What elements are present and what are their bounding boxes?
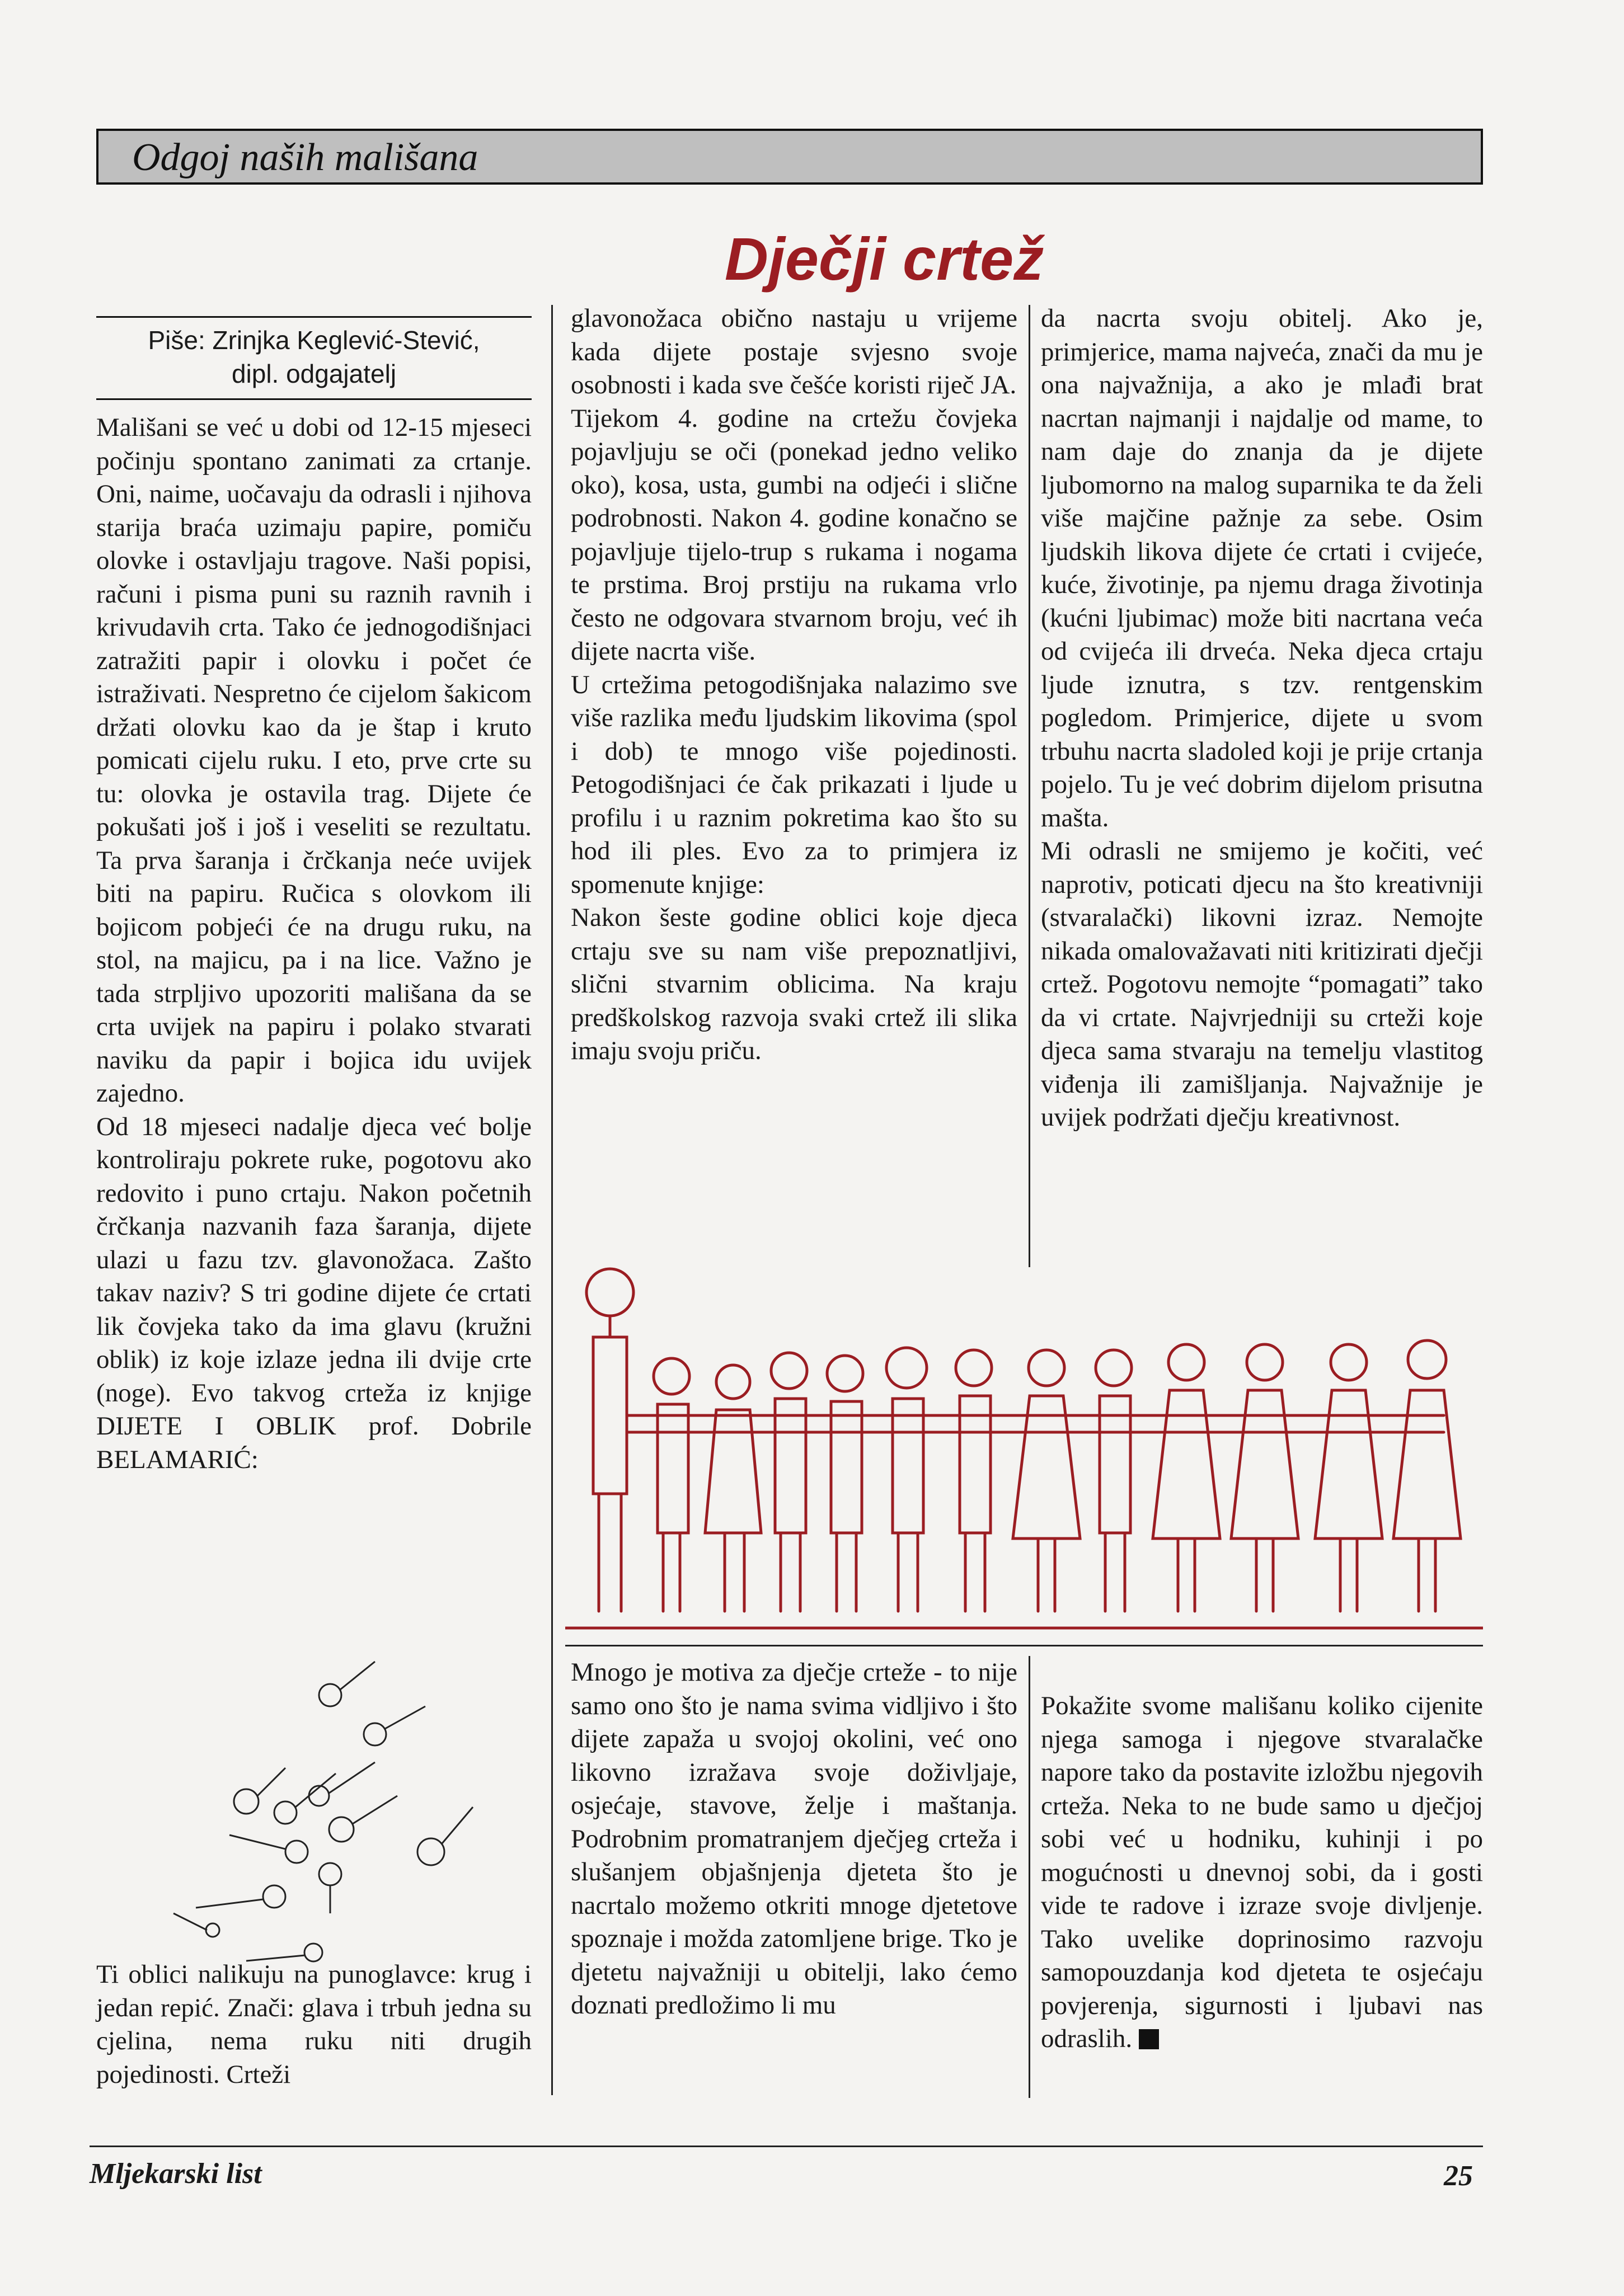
paragraph: Mnogo je motiva za dječje crteže - to nije samo ono što je nama svima vidljivo i što dijete zapaža u svojoj okolini, već ono likovno izražava svoje doživljaje, osjećaje, stavove, želje i maštanja. Podrobnim promatranjem dječjeg crteža i slušanjem objašnjenja djeteta što je nacrtalo možemo otkriti mnoge djetetove spoznaje i možda zatomljene brige. Tko je djetetu najvažniji u obitelji, lako ćemo doznati predložimo li mu — [571, 1658, 1017, 2020]
byline-role: dipl. odgajatelj — [231, 359, 397, 388]
column-2-end — [571, 1656, 1017, 2022]
end-of-article-mark — [1139, 2029, 1159, 2049]
paragraph: Mi odrasli ne smijemo je kočiti, već naprotiv, poticati djecu na što kreativniji (stvaralački) likovni izraz. Nemojte nikada omalovažavati niti kritizirati dječji crtež. Pogotovu nemojte “pomagati” tako da vi crtate. Najvrjedniji su crteži koje djeca sama stvaraju na temelju vlastitog viđenja ili zamišljanja. Najvažnije je uvijek podržati dječju kreativnost. — [1041, 836, 1483, 1132]
paragraph: da nacrta svoju obitelj. Ako je, primjerice, mama najveća, znači da mu je ona najvažnija, a ako je mlađi brat nacrtan najmanji i najdalje od mame, to nam daje do znanja da je dijete ljubomorno na malog suparnika te da želi više majčine pažnje za sebe. Osim ljudskih likova dijete će crtati i cvijeće, kuće, životinje, pa njemu draga životinja (kućni ljubimac) može biti nacrtana veća od cvijeća ili drveća. Neka djeca crtaju ljude iznutra, s tzv. rentgenskim pogledom. Primjerice, dijete u svom trbuhu nacrta sladoled koji je prije crtanja pojelo. Tu je već dobrim dijelom prisutna mašta. — [1041, 304, 1483, 832]
drawing-rule — [565, 1645, 1483, 1646]
article-title: Dječji crtež — [724, 225, 1044, 293]
column-2 — [571, 302, 1017, 1068]
paragraph: Nakon šeste godine oblici koje djeca crtaju sve su nam više prepoznatljivi, slični stvarnim oblicima. Na kraju predškolskog razvoja svaki crtež ili slika imaju svoju priču. — [571, 903, 1017, 1065]
tadpole-drawing — [162, 1650, 476, 1964]
paragraph — [1041, 1690, 1483, 2056]
section-header-bar — [96, 129, 1483, 185]
paragraph: Od 18 mjeseci nadalje djeca već bolje kontroliraju pokrete ruke, pogotovu ako redovito i puno crtaju. Nakon početnih črčkanja nazvanih faza šaranja, dijete ulazi u fazu tzv. glavonožaca. Zašto takav naziv? S tri godine dijete će crtati lik čovjeka tako da ima glavu (kružni oblik) iz koje izlaze jedna ili dvije crte (noge). Evo takvog crteža iz knjige DIJETE I OBLIK prof. Dobrile BELAMARIĆ: — [96, 1112, 532, 1474]
children-drawing — [565, 1248, 1483, 1639]
column-3-end — [1041, 1690, 1483, 2056]
column-3 — [1041, 302, 1483, 1135]
column-divider — [1029, 305, 1030, 1267]
paragraph: Ti oblici nalikuju na punoglavce: krug i jedan repić. Znači: glava i trbuh jedna su cjelina, nema ruku niti drugih pojedinosti. Crteži — [96, 1960, 532, 2089]
paragraph: glavonožaca obično nastaju u vrijeme kada dijete postaje svjesno svoje osobnosti i kada sve češće koristi riječ JA. — [571, 304, 1017, 399]
column-divider — [1029, 1656, 1030, 2098]
column-1-end — [96, 1958, 532, 2091]
byline-author: Piše: Zrinjka Keglević-Stević, — [148, 326, 480, 355]
column-divider — [551, 305, 553, 2095]
paragraph: Mališani se već u dobi od 12-15 mjeseci počinju spontano zanimati za crtanje. Oni, naime, uočavaju da odrasli i njihova starija braća uzimaju papire, pomiču olovke i ostavljaju tragove. Naši popisi, računi i pisma puni su raznih ravnih i krivudavih crta. Tako će jednogodišnjaci zatražiti papir i olovku i počet će istraživati. Nespretno će cijelom šakicom držati olovku kao da je štap i kruto pomicati cijelu ruku. I eto, prve crte su tu: olovka je ostavila trag. Dijete će pokušati još i još i veseliti se rezultatu. Ta prva šaranja i črčkanja neće uvijek biti na papiru. Ručica s olovkom ili bojicom pobjeći će na drugu ruku, na stol, na majicu, pa i na lice. Važno je tada strpljivo upozoriti mališana da se crta uvijek na papiru i polako stvarati naviku da papir i bojica idu uvijek zajedno. — [96, 413, 532, 1108]
byline — [96, 316, 532, 400]
publication-name: Mljekarski list — [90, 2158, 262, 2190]
footer-rule — [90, 2146, 1483, 2147]
paragraph: Tijekom 4. godine na crtežu čovjeka pojavljuju se oči (ponekad jedno veliko oko), kosa, usta, gumbi na odjeći i slične podrobnosti. Nakon 4. godine konačno se pojavljuje tijelo-trup s rukama i nogama te prstima. Broj prstiju na rukama vrlo često ne odgovara stvarnom broju, već ih dijete nacrta više. — [571, 403, 1017, 666]
paragraph: U crtežima petogodišnjaka nalazimo sve više razlika među ljudskim likovima (spol i dob) te mnogo više pojedinosti. Petogodišnjaci će čak prikazati i ljude u profilu i u raznim pokretima kao što su hod ili ples. Evo za to primjera iz spomenute knjige: — [571, 670, 1017, 899]
section-label: Odgoj naših mališana — [132, 136, 478, 179]
paragraph-text: Pokažite svome mališanu koliko cijenite njega samoga i njegove stvaralačke napore tako da postavite izložbu njegovih crteža. Neka to ne bude samo u dječjoj sobi već u hodniku, kuhinji i po mogućnosti u dnevnoj sobi, da i gosti vide te radove i izraze svoje divljenje. Tako uvelike doprinosimo razvoju samopouzdanja kod djeteta te osjećaju povjerenja, sigurnosti i ljubavi nas odraslih. — [1041, 1691, 1483, 2053]
page-number: 25 — [1444, 2160, 1473, 2192]
column-1 — [96, 411, 532, 1476]
